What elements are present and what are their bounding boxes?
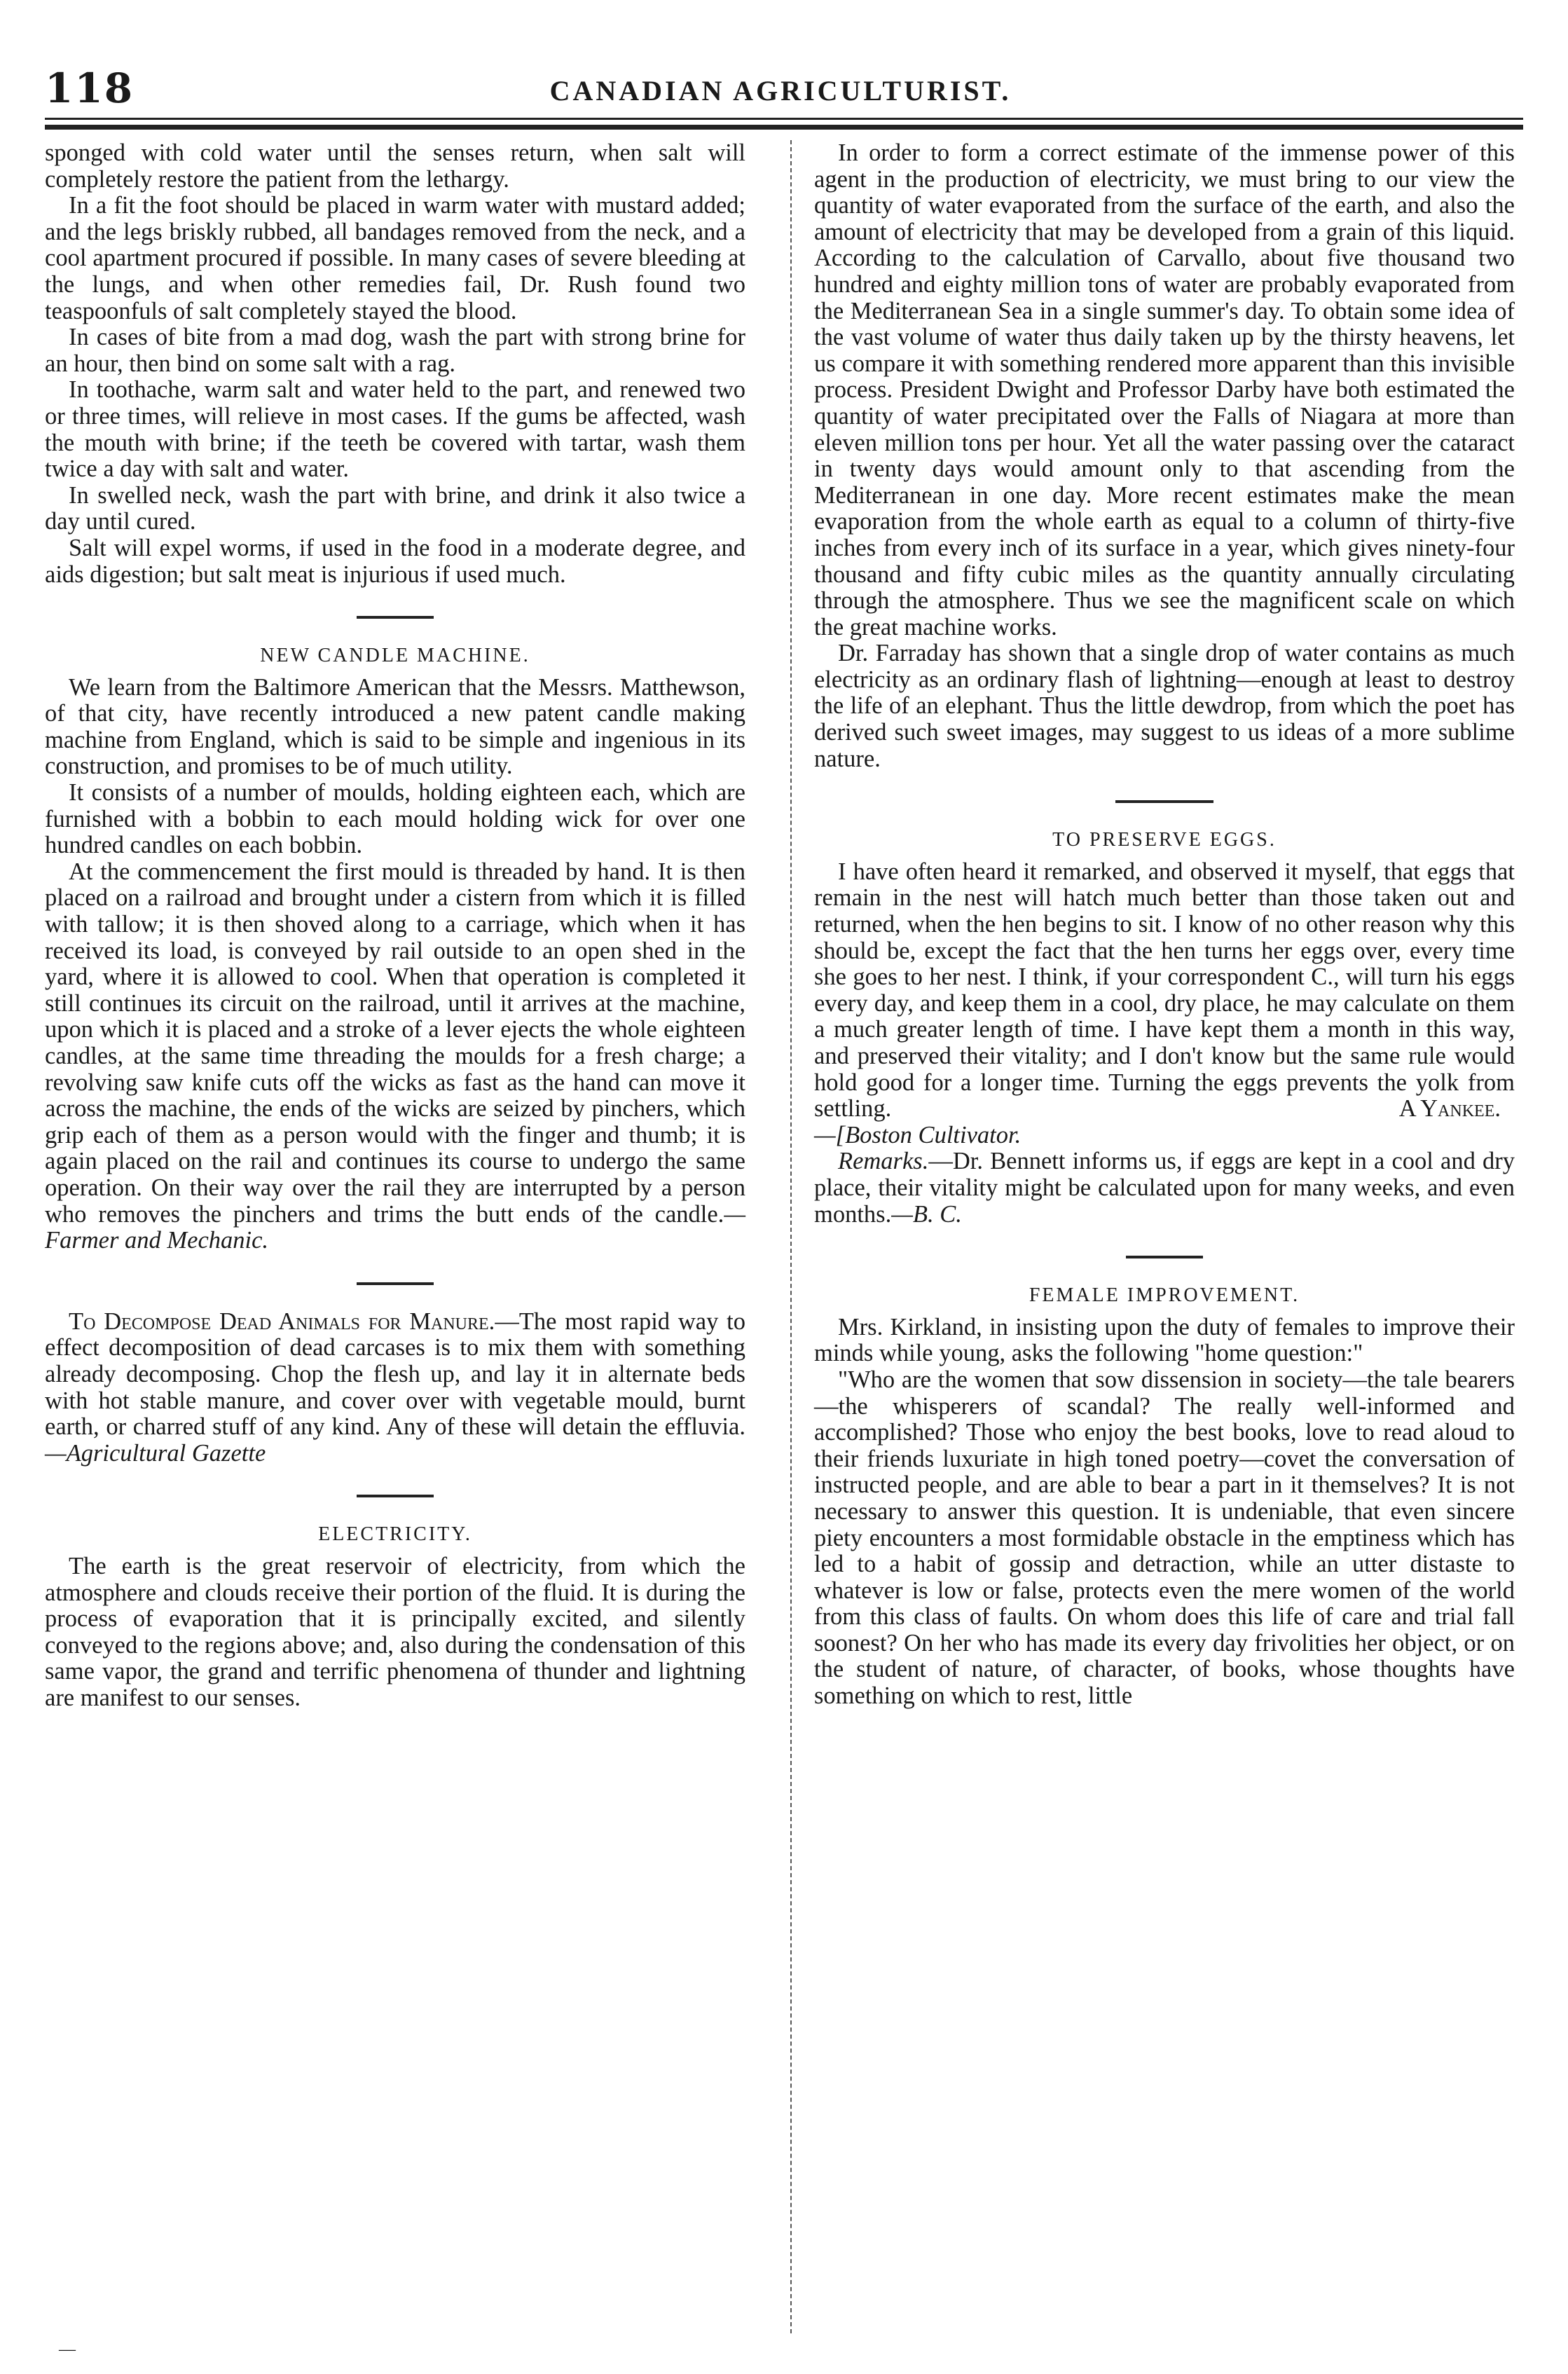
candle-paragraph	[45, 859, 745, 1254]
female-section-title: FEMALE IMPROVEMENT.	[1029, 1284, 1300, 1307]
female-paragraph: "Who are the women that sow dissension in society—the tale bearers—the whisperers of scandal? The really well-informed and accomplished? Those who enjoy the best books, love to read aloud to their friends luxuriate in high toned poetry—covet the conversation of instructed people, and are able to bear a part in it themselves? It is not necessary to answer this question. It is undeniable, that even sincere piety encounters a most formidable obstacle in the emptiness which has led to a habit of gossip and detraction, while an utter distaste to whatever is low or false, protects even the mere women of the world from this class of faults. On whom does this life of care and trial fall soonest? On her who has made its every day frivolities her object, or on the student of nature, of character, of books, whose thoughts have something on which to rest, little	[814, 1366, 1515, 1710]
eggs-section-title: TO PRESERVE EGGS.	[1052, 829, 1277, 851]
female-paragraph: Mrs. Kirkland, in insisting upon the duty of females to improve their minds while young, asks the following "home question:"	[814, 1313, 1515, 1367]
salt-paragraph: In toothache, warm salt and water held to the part, and renewed two or three times, will relieve in most cases. If the gums be affected, wash the mouth with brine; if the teeth be covered with tartar, wash them twice a day with salt and water.	[45, 376, 745, 483]
eggs-signature: A Yankee.	[1398, 1095, 1501, 1123]
left-column	[45, 140, 745, 1711]
header-rule-thick	[45, 125, 1523, 130]
header-rule-thin	[45, 118, 1523, 120]
candle-paragraph: It consists of a number of moulds, holding eighteen each, which are furnished with a bobbin to each mould holding wick for over one hundred candles on each bobbin.	[45, 779, 745, 859]
candle-section-title: NEW CANDLE MACHINE.	[260, 645, 530, 667]
eggs-body: I have often heard it remarked, and observed it myself, that eggs that remain in the nest will hatch much better than those taken out and returned, when the hen begins to sit. I know of no other reason why this should be, except the fact that the hen turns her eggs over, every time she goes to her nest. I think, if your correspondent C., will turn his eggs every day, and keep them in a cool, dry place, he may calculate on them a much greater length of time. I have kept them a month in this way, and preserved their vitality; and I don't know but the same rule would hold good for a longer time. Turning the eggs prevents the yolk from settling.	[814, 858, 1515, 1123]
eggs-source	[814, 1123, 1515, 1149]
salt-paragraph: In swelled neck, wash the part with brine, and drink it also twice a day until cured.	[45, 481, 745, 535]
electricity-paragraph: The earth is the great reservoir of electricity, from which the atmosphere and clouds receive their portion of the fluid. It is during the process of evaporation that it is principally excited, and silently conveyed to the regions above; and, also during the condensation of this same vapor, the grand and terrific phenomena of thunder and lightning are manifest to our senses.	[45, 1552, 745, 1711]
eggs-remarks	[814, 1148, 1515, 1228]
candle-source: —Farmer and Mechanic.	[45, 1200, 745, 1254]
salt-paragraph: sponged with cold water until the senses return, when salt will completely restore the patient from the lethargy.	[45, 139, 745, 193]
manure-body: —The most rapid way to effect decomposition of dead carcases is to mix them with something already decomposing. Chop the flesh up, and lay it in alternate beds with hot stable manure, and cover over with vegetable mould, burnt earth, or charred stuff of any kind. Any of these will detain the effluvia.	[45, 1308, 745, 1441]
electricity-paragraph: Dr. Farraday has shown that a single drop of water contains as much electricity as an ordinary flash of lightning—enough at least to destroy the life of an elephant. Thus the little dewdrop, from which the poet has derived such sweet images, may suggest to us ideas of a more sublime nature.	[814, 640, 1515, 772]
eggs-remarks-signature: —B. C.	[891, 1200, 962, 1228]
running-title: CANADIAN AGRICULTURIST.	[549, 75, 1012, 107]
electricity-section-title: ELECTRICITY.	[318, 1523, 472, 1546]
section-rule	[357, 616, 434, 619]
electricity-paragraph: In order to form a correct estimate of the immense power of this agent in the production of electricity, we must bring to our view the quantity of water evaporated from the surface of the earth, and also the amount of electricity that may be developed from a grain of this liquid. According to the calculation of Carvallo, about five thousand two hundred and eighty million tons of water are probably evaporated from the Mediterranean Sea in a single summer's day. To obtain some idea of the vast volume of water thus daily taken up by the thirsty heavens, let us compare it with something rendered more apparent than this invisible process. President Dwight and Professor Darby have both estimated the quantity of water precipitated over the Falls of Niagara at more than eleven million tons per hour. Yet all the water passing over the cataract in twenty days would amount only to that ascending from the Mediterranean in one day. More recent estimates make the mean evaporation from the whole earth as equal to a column of thirty-five inches from every inch of its surface in a year, which gives ninety-four thousand and fifty cubic miles as the quantity annually circulating through the atmosphere. Thus we see the magnificent scale on which the great machine works.	[814, 139, 1515, 640]
eggs-remarks-label: Remarks.	[838, 1148, 929, 1175]
right-column	[814, 140, 1515, 1710]
footer-mark: —	[59, 2340, 77, 2359]
candle-body: At the commencement the first mould is threaded by hand. It is then placed on a railroad and brought under a cistern from which it is filled with tallow; it is then shoved along to a carriage, which when it has received its load, is conveyed by rail outside to an open shed in the yard, where it is allowed to cool. When that operation is completed it still continues its circuit on the railroad, until it arrives at the machine, upon which it is placed and a stroke of a lever ejects the whole eighteen candles, at the same time threading the moulds for a fresh charge; a revolving saw knife cuts off the wicks as fast as the hand can move it across the machine, the ends of the wicks are seized by pinchers, which grip each of them as a person would with the finger and thumb; it is again placed on the rail and continues its course to undergo the same operation. On their way over the rail they are interrupted by a person who removes the pinchers and trims the butt ends of the candle.	[45, 858, 745, 1228]
eggs-remarks-body: —Dr. Bennett informs us, if eggs are kept in a cool and dry place, their vitality might be calculated upon for many weeks, and even months.	[814, 1148, 1515, 1228]
salt-paragraph: Salt will expel worms, if used in the food in a moderate degree, and aids digestion; but salt meat is injurious if used much.	[45, 534, 745, 588]
column-divider	[790, 140, 792, 2333]
candle-paragraph: We learn from the Baltimore American that the Messrs. Matthewson, of that city, have recently introduced a new patent candle making machine from England, which is said to be simple and ingenious in its construction, and promises to be of much utility.	[45, 673, 745, 780]
section-rule	[357, 1282, 434, 1285]
section-rule	[1126, 1256, 1203, 1258]
page-header	[45, 64, 1516, 121]
eggs-paragraph	[814, 859, 1515, 1123]
manure-paragraph	[45, 1309, 745, 1467]
section-rule	[1115, 800, 1213, 803]
eggs-source-text: —[Boston Cultivator.	[814, 1121, 1022, 1148]
manure-heading: To Decompose Dead Animals for Manure.	[69, 1308, 495, 1335]
section-rule	[357, 1495, 434, 1497]
manure-source: —Agricultural Gazette	[45, 1439, 266, 1467]
salt-paragraph: In a fit the foot should be placed in warm water with mustard added; and the legs briskly rubbed, all bandages removed from the neck, and a cool apartment procured if possible. In many cases of severe bleeding at the lungs, and when other remedies fail, Dr. Rush found two teaspoonfuls of salt completely stayed the blood.	[45, 192, 745, 324]
salt-paragraph: In cases of bite from a mad dog, wash the part with strong brine for an hour, then bind on some salt with a rag.	[45, 324, 745, 377]
page-number: 118	[45, 64, 135, 112]
